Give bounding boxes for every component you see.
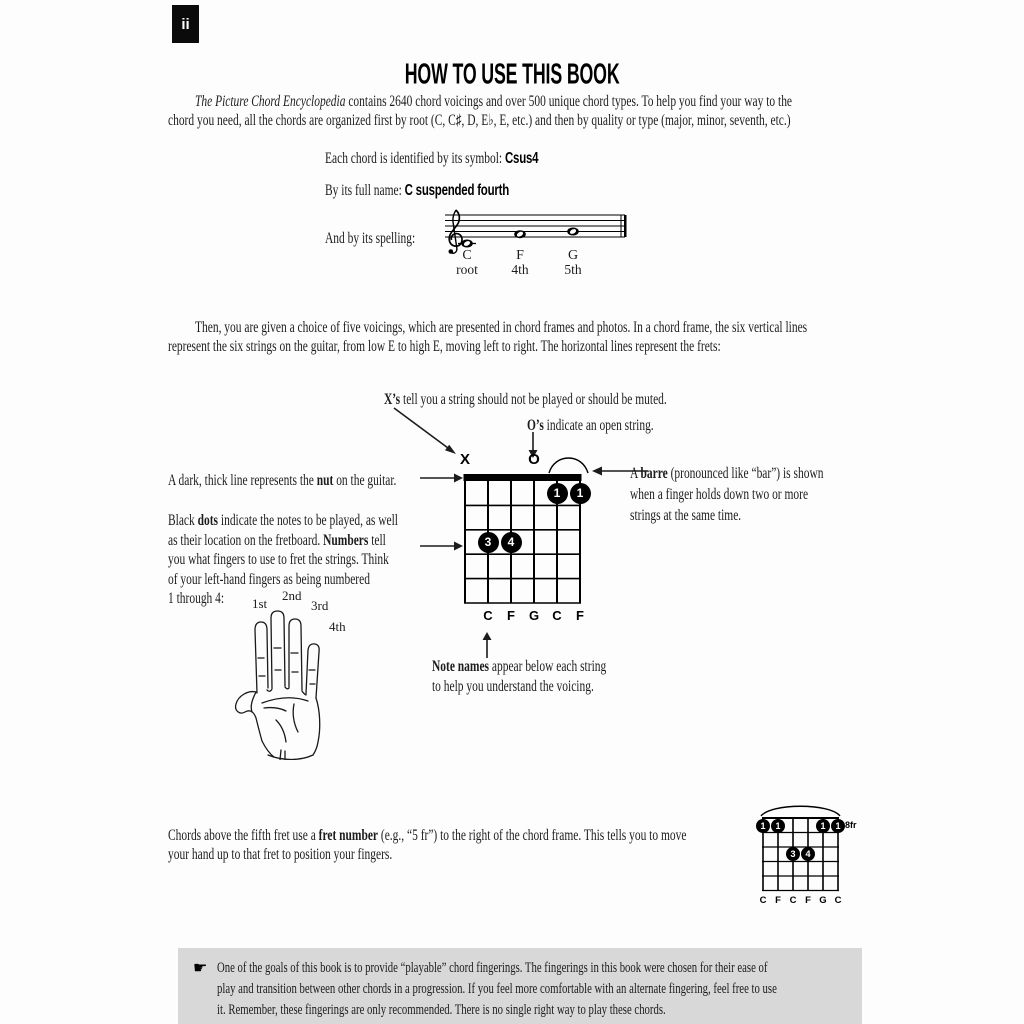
whole-note-f <box>514 230 526 238</box>
staff-label-root: C root <box>456 248 478 277</box>
note-names-annotation: Note names appear below each string to help you understand the voicing. <box>432 658 607 695</box>
intro-paragraph: The Picture Chord Encyclopedia contains 2640 chord voicings and over 500 unique chord types. To help you find your way to the chord you need, all the chords are organized first by root (C, C♯, D, E♭, E, etc.) and then by quality or type (major, minor, seventh, etc.) <box>168 93 793 129</box>
note-name: F <box>775 895 781 906</box>
note-name: F <box>576 608 584 623</box>
finger-label-3rd: 3rd <box>311 598 329 613</box>
note-name: G <box>819 895 827 906</box>
chord-full-name: C suspended fourth <box>404 182 509 199</box>
page-title: HOW TO USE THIS BOOK <box>404 58 620 91</box>
finger-label-2nd: 2nd <box>282 588 302 603</box>
note-name: C <box>552 608 562 623</box>
small-chord-frame <box>753 800 868 912</box>
voicings-paragraph: Then, you are given a choice of five voicings, which are presented in chord frames and photos. In a chord frame, the six vertical lines represent the six strings on the guitar, from low E to high E, moving left to right. The horizontal lines represent the frets: <box>168 319 808 355</box>
finger-label-4th: 4th <box>329 619 346 634</box>
finger-dot: 3 <box>478 532 499 553</box>
note-name: C <box>789 895 797 906</box>
nut-annotation: A dark, thick line represents the nut on the guitar. <box>168 472 397 489</box>
page-number-box <box>172 5 199 43</box>
full-name-line: By its full name: C suspended fourth <box>325 182 509 199</box>
staff-label-5th: G 5th <box>564 248 582 277</box>
tip-text: One of the goals of this book is to provide “playable” chord fingerings. The fingerings in this book were chosen for their ease of play and transition between other chords in a progression. If you feel more comfortable with an alternate fingering, feel free to use it. Remember, these fingerings are only recommended. There is no single right way to play these chords. <box>217 960 777 1018</box>
finger-dot: 4 <box>501 532 522 553</box>
note-name: F <box>805 895 811 906</box>
finger-dot: 1 <box>756 819 770 833</box>
chord-symbol: Csus4 <box>504 150 539 167</box>
xs-annotation: X’s tell you a string should not be played or should be muted. <box>384 391 667 408</box>
os-annotation: O’s indicate an open string. <box>527 417 654 434</box>
finger-dot: 1 <box>771 819 785 833</box>
barre-arc <box>549 458 588 473</box>
main-chord-frame <box>455 448 605 638</box>
tip-box <box>178 948 862 1024</box>
staff-label-4th: F 4th <box>511 248 529 277</box>
finger-dot: 1 <box>816 819 830 833</box>
muted-string-marker: X <box>459 451 471 468</box>
chord-grid-svg <box>455 448 605 608</box>
xs-arrow <box>390 404 462 460</box>
finger-dot: 4 <box>801 847 815 861</box>
finger-dot: 3 <box>786 847 800 861</box>
nut-line <box>464 474 582 481</box>
pointing-hand-icon: ☛ <box>193 960 208 977</box>
final-barline <box>624 215 627 237</box>
note-name: C <box>834 895 842 906</box>
finger-label-1st: 1st <box>252 596 268 611</box>
finger-dot: 1 <box>547 483 568 504</box>
spelling-line: And by its spelling: <box>325 230 416 247</box>
note-name: C <box>483 608 493 623</box>
barre-annotation: A barre (pronounced like “bar”) is shown when a finger holds down two or more strings at the same time. <box>630 465 824 524</box>
note-name: C <box>759 895 767 906</box>
finger-dot: 1 <box>570 483 591 504</box>
fret-number-paragraph: Chords above the fifth fret use a fret number (e.g., “5 fr”) to the right of the chord frame. This tells you to move your hand up to that fret to position your fingers. <box>168 827 687 863</box>
open-string-marker: O <box>528 451 540 468</box>
hand-illustration <box>228 588 358 763</box>
book-title-italic: The Picture Chord Encyclopedia <box>195 93 346 110</box>
hand-svg <box>228 608 348 760</box>
finger-dot: 1 <box>831 819 845 833</box>
symbol-line: Each chord is identified by its symbol: Csus4 <box>325 150 539 167</box>
barre-arc <box>761 806 840 816</box>
note-name: G <box>528 608 540 623</box>
whole-note-c <box>458 240 476 248</box>
whole-note-g <box>567 228 579 236</box>
page-number: ii <box>181 15 190 33</box>
fret-position-label: 8fr <box>845 820 857 830</box>
dots-annotation: Black dots indicate the notes to be played, as well as their location on the fretboard. Numbers tell you what fingers to use to fret the strings. Think of your left-hand fingers as being numbered 1 through 4: <box>168 512 398 607</box>
note-name: F <box>507 608 515 623</box>
